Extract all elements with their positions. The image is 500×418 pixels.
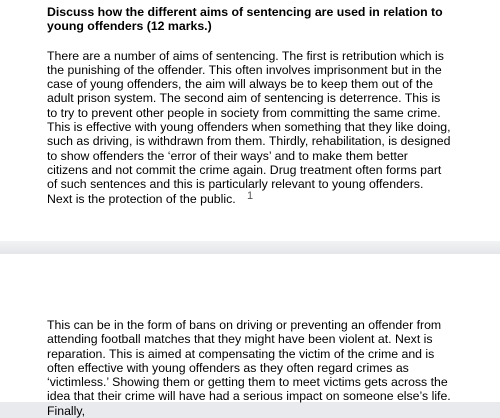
page-number: 1 bbox=[246, 190, 254, 202]
essay-paragraph-1: There are a number of aims of sentencing. The first is retribution which is the punishing of the offender. This often involves imprisonment but in the case of young offenders, the aim will always be to keep them out of the adult prison system. The second aim of sentencing is deterrence. This is to try to prevent other people in society from committing the same crime. This is effective with young offenders when something that they like doing, such as driving, is withdrawn from them. Thirdly, rehabilitation, is designed to show offenders the ‘error of their ways’ and to make them better citizens and not commit the crime again. Drug treatment often forms part of such sentences and this is particularly relevant to young offenders. Next is the protection of the public. bbox=[47, 48, 451, 206]
essay-question-heading: Discuss how the different aims of sentencing are used in relation to young offenders (12 marks.) bbox=[47, 5, 443, 34]
document-page-2 bbox=[0, 254, 500, 418]
essay-paragraph-2: This can be in the form of bans on driving or preventing an offender from attending football matches that they might have been violent at. Next is reparation. This is aimed at compensating the victim of the crime and is often effective with young offenders as they often regard crimes as ‘victimless.’ Showing them or getting them to meet victims gets across the idea that their crime will have had a serious impact on someone else’s life. Finally, bbox=[47, 318, 451, 418]
page-break bbox=[0, 241, 500, 254]
